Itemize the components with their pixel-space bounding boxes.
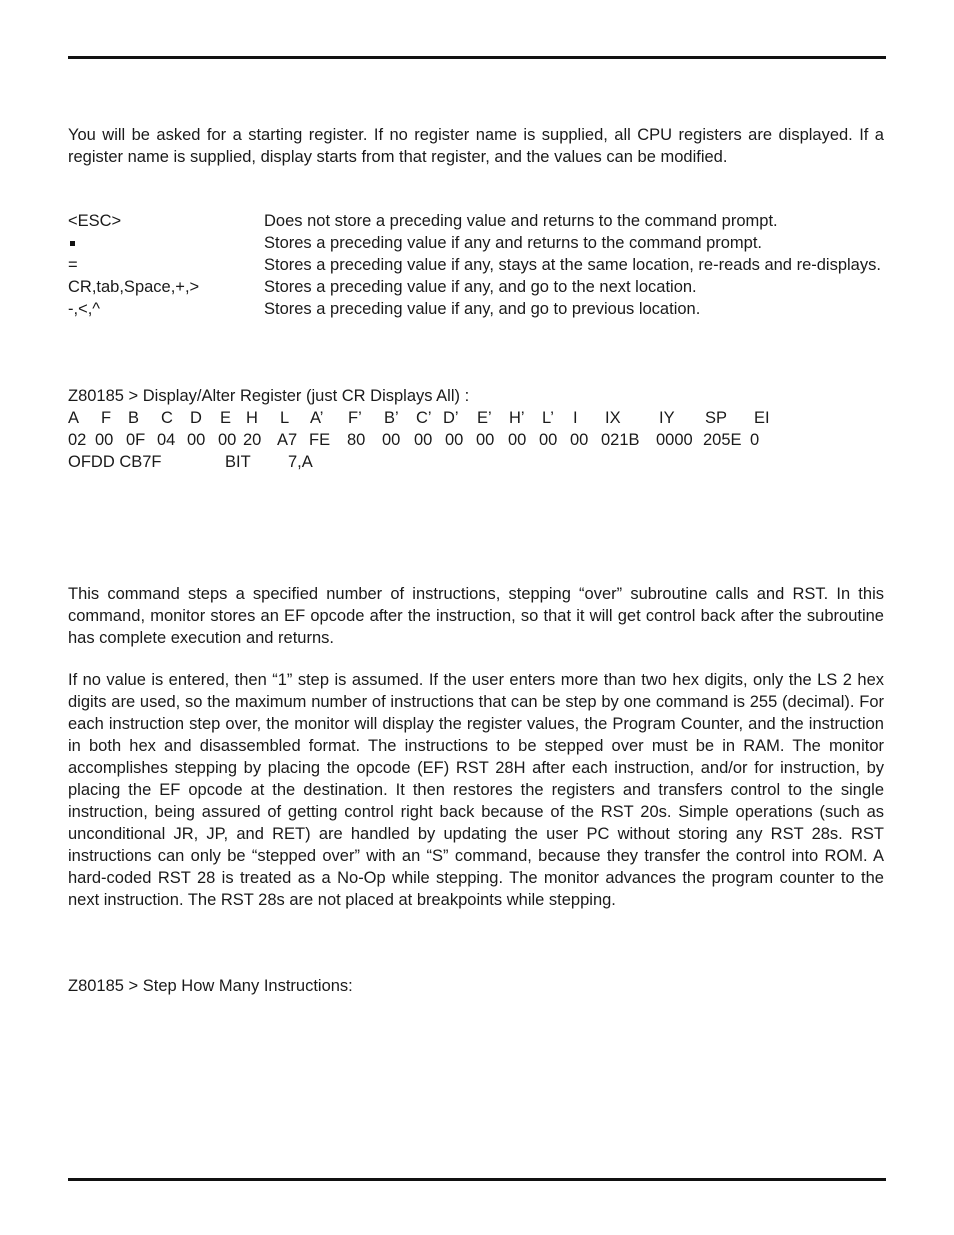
key-description: Stores a preceding value if any, and go to previous location.	[264, 300, 701, 318]
register-header: B’	[384, 409, 399, 427]
bottom-rule	[68, 1178, 886, 1181]
register-value: 0	[750, 431, 760, 449]
register-header: B	[128, 409, 140, 427]
register-header: C’	[416, 409, 432, 427]
key-table	[68, 210, 886, 320]
register-value: 00	[95, 431, 114, 449]
register-header: EI	[754, 409, 770, 427]
register-value: 0F	[126, 431, 146, 449]
register-value: 80	[347, 431, 366, 449]
register-value-row	[68, 429, 868, 451]
top-rule	[68, 56, 886, 59]
instruction-operand: 7,A	[288, 453, 313, 471]
period-key-glyph	[70, 241, 75, 246]
register-value: 021B	[601, 431, 640, 449]
register-value: A7	[277, 431, 298, 449]
register-value: 0000	[656, 431, 693, 449]
register-value: 04	[157, 431, 176, 449]
register-header: SP	[705, 409, 728, 427]
instruction-bytes: OFDD CB7F	[68, 453, 162, 471]
key-description: Stores a preceding value if any, and go to the next location.	[264, 278, 697, 296]
register-header: C	[161, 409, 173, 427]
key-row-next	[68, 276, 886, 298]
key-row-previous	[68, 298, 886, 320]
key-name: -,<,^	[68, 300, 101, 318]
register-header: L	[280, 409, 290, 427]
key-name: =	[68, 256, 78, 274]
register-header: F	[101, 409, 112, 427]
register-header: H	[246, 409, 258, 427]
key-name	[68, 232, 264, 254]
key-description: Stores a preceding value if any, stays at the same location, re-reads and re-displays.	[264, 256, 881, 274]
register-header: E’	[477, 409, 492, 427]
key-row-esc	[68, 210, 886, 232]
step-details-paragraph: If no value is entered, then “1” step is assumed. If the user enters more than two hex digits, only the LS 2 hex digits are used, so the maximum number of instructions that can be step by one command is 255 (decimal). For each instruction step over, the monitor will display the register values, the Program Counter, and the instruction in both hex and disassembled format. The instructions to be stepped over must be in RAM. The monitor accomplishes stepping by placing the opcode (EF) RST 28H after each instruction, and/or for instruction, by placing the EF opcode at the destination. It then restores the registers and transfers control to the single instruction, being assured of getting control right back because of the RST 20s. Simple operations (such as unconditional JR, JP, and RET) are handled by updating the user PC without storing any RST 28s. RST instructions can only be “stepped over” with an “S” command, because they transfer the control into ROM. A hard-coded RST 28 is treated as a No-Op while stepping. The monitor advances the program counter to the next instruction. The RST 28s are not placed at breakpoints while stepping.	[68, 671, 884, 909]
register-header: IY	[659, 409, 675, 427]
register-header: D	[190, 409, 202, 427]
register-value: 00	[445, 431, 464, 449]
register-value: 00	[218, 431, 237, 449]
key-row-period	[68, 232, 886, 254]
instruction-mnemonic: BIT	[225, 453, 251, 471]
key-name: <ESC>	[68, 212, 122, 230]
register-header: F’	[348, 409, 362, 427]
register-value: 00	[508, 431, 527, 449]
disassembly-line	[68, 451, 868, 473]
intro-paragraph: You will be asked for a starting register. If no register name is supplied, all CPU registers are displayed. If a register name is supplied, display starts from that register, and the values can be modified.	[68, 126, 884, 166]
register-value: 00	[187, 431, 206, 449]
register-value: 00	[476, 431, 495, 449]
register-value: 205E	[703, 431, 742, 449]
register-value: FE	[309, 431, 331, 449]
register-header-row	[68, 407, 868, 429]
register-value: 00	[382, 431, 401, 449]
register-header: E	[220, 409, 232, 427]
key-description: Stores a preceding value if any and returns to the command prompt.	[264, 234, 763, 252]
register-header: A’	[310, 409, 324, 427]
step-description-paragraph: This command steps a specified number of instructions, stepping “over” subroutine calls and RST. In this command, monitor stores an EF opcode after the instruction, so that it will get control back after the subroutine has complete execution and returns.	[68, 585, 884, 647]
key-row-equals	[68, 254, 886, 276]
register-value: 00	[570, 431, 589, 449]
step-prompt: Z80185 > Step How Many Instructions:	[68, 977, 353, 995]
register-value: 00	[539, 431, 558, 449]
register-value: 00	[414, 431, 433, 449]
register-value: 20	[243, 431, 262, 449]
register-header: L’	[542, 409, 554, 427]
key-name: CR,tab,Space,+,>	[68, 278, 200, 296]
register-header: IX	[605, 409, 621, 427]
register-header: H’	[509, 409, 525, 427]
register-value: 02	[68, 431, 87, 449]
register-header: I	[573, 409, 578, 427]
key-description: Does not store a preceding value and returns to the command prompt.	[264, 212, 778, 230]
register-header: D’	[443, 409, 459, 427]
register-header: A	[68, 409, 80, 427]
register-prompt: Z80185 > Display/Alter Register (just CR Displays All) :	[68, 387, 470, 405]
